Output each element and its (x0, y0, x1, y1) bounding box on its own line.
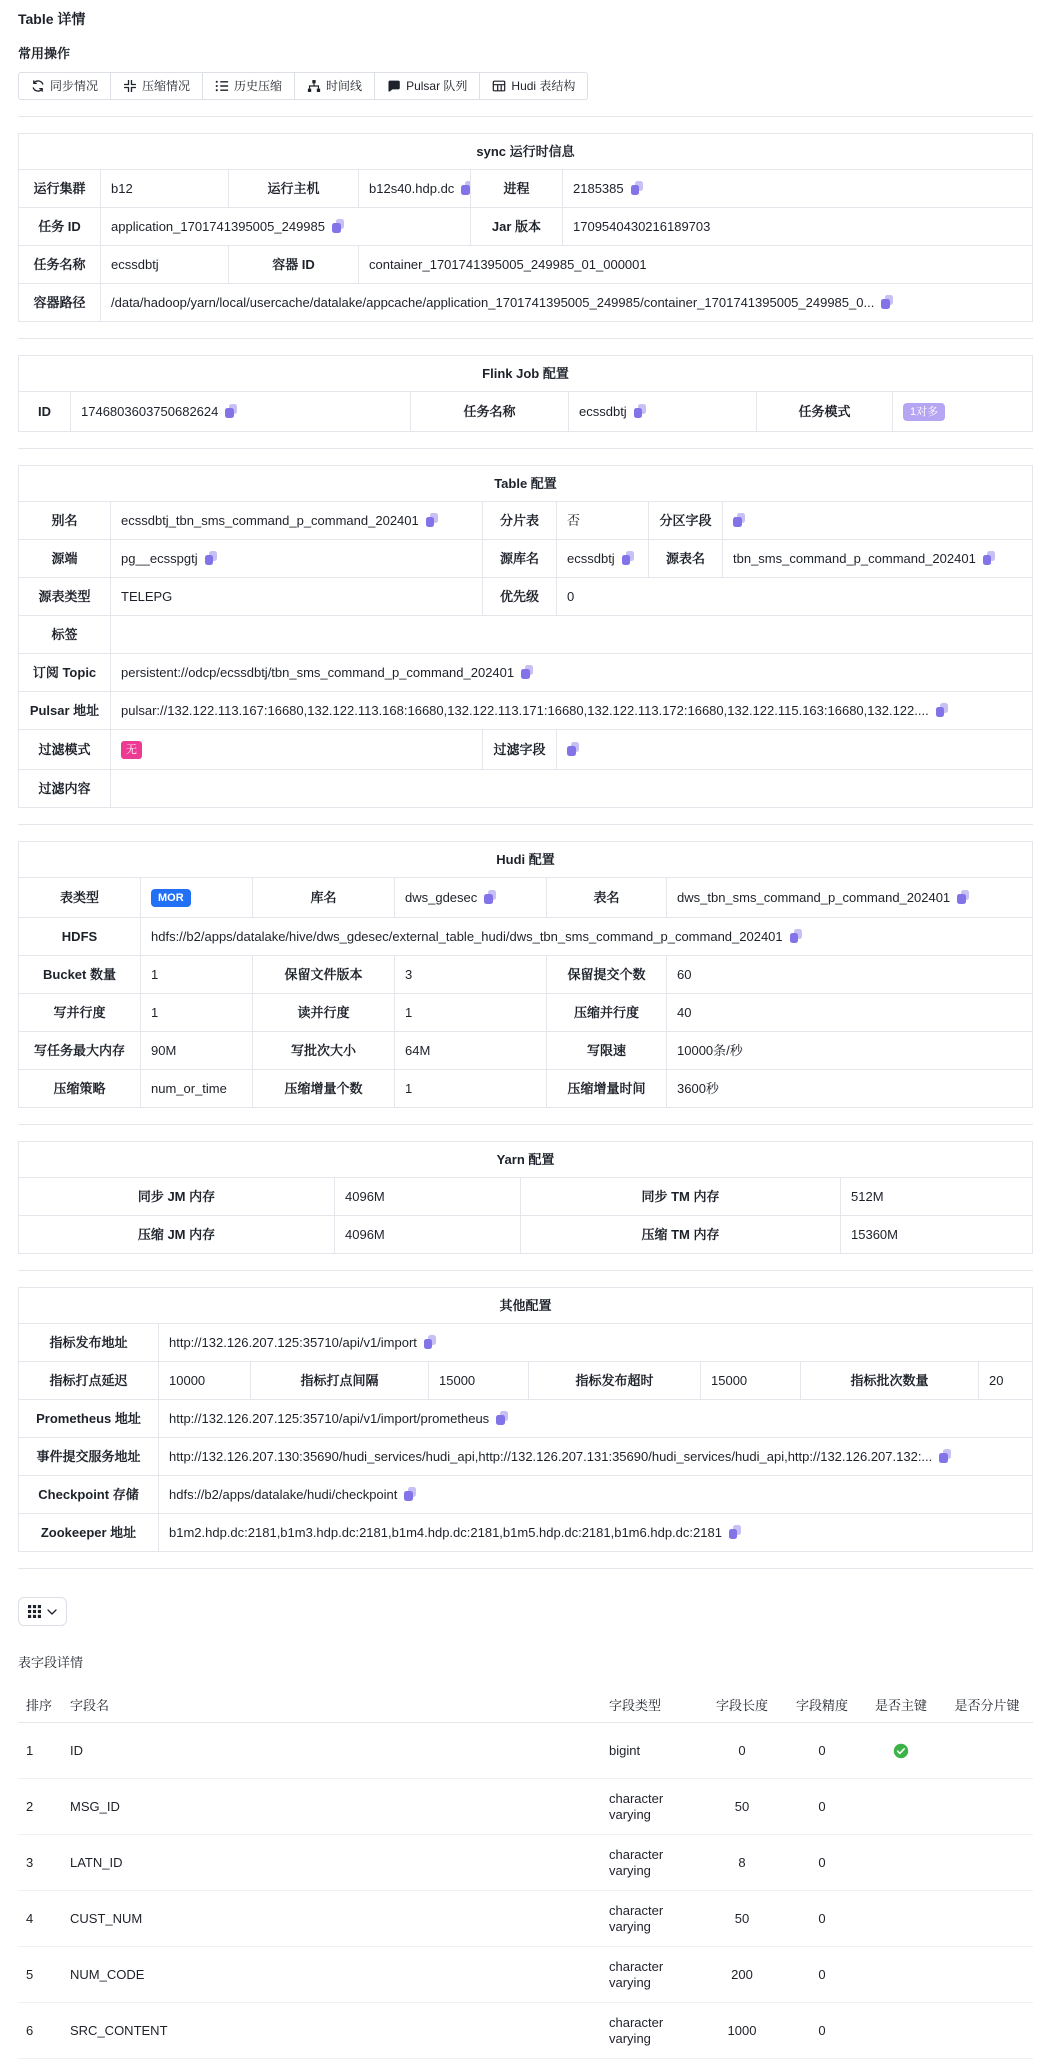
section-title: Table 配置 (19, 466, 1033, 502)
config-label-cell: 过滤模式 (19, 730, 111, 770)
config-label-cell: 读并行度 (253, 994, 395, 1032)
value-text: http://132.126.207.125:35710/api/v1/import (169, 1335, 417, 1350)
value-text: /data/hadoop/yarn/local/usercache/datalake/appcache/application_1701741395005_249985/container_1701741395005_249985_0... (111, 295, 875, 310)
column-header: 排序 (18, 1687, 62, 1723)
value-text: tbn_sms_command_p_command_202401 (733, 551, 976, 566)
config-label-cell: 指标打点间隔 (251, 1362, 429, 1400)
copy-icon[interactable] (461, 181, 470, 195)
hudi-config-table (18, 841, 1033, 1108)
hudi-table-structure-button[interactable] (479, 72, 588, 100)
copy-icon[interactable] (983, 551, 996, 565)
common-ops-button-group (18, 72, 588, 100)
value-text: 3 (405, 967, 413, 982)
config-label-cell: 源端 (19, 540, 111, 578)
config-value-cell (159, 1514, 1033, 1552)
field-order: 6 (18, 2003, 62, 2059)
value-text: 1709540430216189703 (573, 219, 711, 234)
sync-status-button[interactable] (18, 72, 111, 100)
config-label-cell: 事件提交服务地址 (19, 1438, 159, 1476)
field-details-table (18, 1687, 1033, 2059)
section-title: Yarn 配置 (19, 1142, 1033, 1178)
primary-key-cell (861, 1779, 941, 1835)
config-value-cell (111, 654, 1033, 692)
button-label: 同步情况 (50, 79, 99, 93)
config-value-cell (111, 692, 1033, 730)
timeline-button[interactable] (294, 72, 375, 100)
config-label-cell: 写限速 (547, 1032, 667, 1070)
value-text: 3600秒 (677, 1081, 719, 1096)
field-precision: 0 (783, 1947, 861, 2003)
copy-icon[interactable] (484, 890, 497, 904)
value-text: http://132.126.207.125:35710/api/v1/import/prometheus (169, 1411, 490, 1426)
config-label-cell: 过滤内容 (19, 770, 111, 808)
config-value-cell (71, 392, 411, 432)
config-value-cell (141, 918, 1033, 956)
config-value-cell (101, 170, 229, 208)
field-length: 50 (701, 1891, 783, 1947)
button-label: Hudi 表结构 (511, 79, 576, 93)
compress-status-button[interactable] (110, 72, 203, 100)
primary-key-cell (861, 1891, 941, 1947)
config-value-cell (111, 502, 483, 540)
field-length: 50 (701, 1779, 783, 1835)
column-header: 字段精度 (783, 1687, 861, 1723)
value-text: 1 (151, 967, 159, 982)
sync-icon (31, 79, 45, 93)
table-row (18, 1891, 1033, 1947)
config-label-cell: Bucket 数量 (19, 956, 141, 994)
config-value-cell (667, 878, 1033, 918)
config-label-cell: 订阅 Topic (19, 654, 111, 692)
field-type: character varying (601, 1835, 701, 1891)
value-text: b12s40.hdp.dc (369, 181, 455, 196)
section-divider (18, 1124, 1033, 1125)
value-text: 10000 (169, 1373, 206, 1388)
config-label-cell: 保留提交个数 (547, 956, 667, 994)
field-type: character varying (601, 2003, 701, 2059)
grid-icon (28, 1605, 41, 1618)
value-text: 15360M (851, 1227, 898, 1242)
config-label-cell: 指标批次数量 (801, 1362, 979, 1400)
config-label-cell: Zookeeper 地址 (19, 1514, 159, 1552)
config-label-cell: HDFS (19, 918, 141, 956)
field-order: 1 (18, 1723, 62, 1779)
value-text: hdfs://b2/apps/datalake/hive/dws_gdesec/external_table_hudi/dws_tbn_sms_command_p_command_202401 (151, 929, 783, 944)
config-value-cell (841, 1178, 1033, 1216)
value-text: TELEPG (121, 589, 173, 604)
config-value-cell (557, 502, 649, 540)
config-value-cell (159, 1476, 1033, 1514)
config-label-cell: 表类型 (19, 878, 141, 918)
field-type: character varying (601, 1779, 701, 1835)
shard-key-cell (941, 1723, 1033, 1779)
value-text: ecssdbtj (579, 404, 627, 419)
button-label: 压缩情况 (142, 79, 191, 93)
copy-icon[interactable] (424, 1335, 437, 1349)
config-label-cell: 写批次大小 (253, 1032, 395, 1070)
field-name: MSG_ID (62, 1779, 601, 1835)
config-value-cell (893, 392, 1033, 432)
copy-icon[interactable] (631, 181, 644, 195)
config-value-cell (563, 208, 1033, 246)
copy-icon[interactable] (957, 890, 970, 904)
config-label-cell: 库名 (253, 878, 395, 918)
primary-key-cell (861, 1723, 941, 1779)
table-row (18, 1947, 1033, 2003)
value-text: dws_gdesec (405, 890, 478, 905)
shard-key-cell (941, 1891, 1033, 1947)
config-value-cell (701, 1362, 801, 1400)
config-value-cell (569, 392, 757, 432)
config-value-cell (159, 1438, 1033, 1476)
config-value-cell (395, 1032, 547, 1070)
copy-icon[interactable] (205, 551, 218, 565)
config-value-cell (359, 170, 471, 208)
copy-icon[interactable] (733, 513, 746, 527)
config-value-cell (111, 730, 483, 770)
task-mode-badge: 1对多 (903, 403, 945, 421)
value-text: 1 (405, 1081, 413, 1096)
config-label-cell: Jar 版本 (471, 208, 563, 246)
config-value-cell (101, 246, 229, 284)
config-value-cell (979, 1362, 1033, 1400)
config-value-cell (141, 878, 253, 918)
message-icon (387, 79, 401, 93)
value-text: 0 (567, 589, 575, 604)
section-divider (18, 116, 1033, 117)
field-name: CUST_NUM (62, 1891, 601, 1947)
field-precision: 0 (783, 1779, 861, 1835)
yarn-config-table (18, 1141, 1033, 1254)
field-order: 5 (18, 1947, 62, 2003)
section-title: 其他配置 (19, 1288, 1033, 1324)
config-value-cell (667, 956, 1033, 994)
config-value-cell (111, 578, 483, 616)
field-precision: 0 (783, 2003, 861, 2059)
button-label: Pulsar 队列 (406, 79, 468, 93)
copy-icon[interactable] (790, 929, 803, 943)
config-label-cell: 容器 ID (229, 246, 359, 284)
value-text: 4096M (345, 1189, 385, 1204)
table-row (18, 1835, 1033, 1891)
config-label-cell: 压缩 JM 内存 (19, 1216, 335, 1254)
config-label-cell: 压缩并行度 (547, 994, 667, 1032)
config-label-cell: 压缩策略 (19, 1070, 141, 1108)
filter-mode-badge: 无 (121, 741, 142, 759)
primary-key-cell (861, 1947, 941, 2003)
value-text: 2185385 (573, 181, 624, 196)
config-label-cell: 压缩增量个数 (253, 1070, 395, 1108)
table-header-row (18, 1687, 1033, 1723)
config-value-cell (101, 284, 1033, 322)
config-value-cell (395, 956, 547, 994)
section-title: Hudi 配置 (19, 842, 1033, 878)
config-label-cell: 分区字段 (649, 502, 723, 540)
config-value-cell (335, 1216, 521, 1254)
copy-icon[interactable] (567, 742, 580, 756)
config-value-cell (335, 1178, 521, 1216)
config-value-cell (141, 1070, 253, 1108)
config-value-cell (111, 770, 1033, 808)
compress-icon (123, 79, 137, 93)
table-row (18, 2003, 1033, 2059)
sync-runtime-table (18, 133, 1033, 322)
config-label-cell: 过滤字段 (483, 730, 557, 770)
config-value-cell (159, 1400, 1033, 1438)
value-text: 否 (567, 513, 581, 528)
config-label-cell: 源库名 (483, 540, 557, 578)
value-text: pulsar://132.122.113.167:16680,132.122.113.168:16680,132.122.113.171:16680,132.122.113.172:16680,132.122.115.163:16680,132.122.... (121, 703, 929, 718)
field-order: 4 (18, 1891, 62, 1947)
config-value-cell (141, 1032, 253, 1070)
config-value-cell (667, 1070, 1033, 1108)
field-precision: 0 (783, 1891, 861, 1947)
value-text: ecssdbtj_tbn_sms_command_p_command_202401 (121, 513, 419, 528)
config-value-cell (111, 616, 1033, 654)
value-text: 1746803603750682624 (81, 404, 219, 419)
value-text: 20 (989, 1373, 1004, 1388)
config-label-cell: 任务名称 (411, 392, 569, 432)
table-row (18, 1723, 1033, 1779)
config-value-cell (667, 1032, 1033, 1070)
config-value-cell (141, 994, 253, 1032)
config-label-cell: Pulsar 地址 (19, 692, 111, 730)
config-value-cell (359, 246, 1033, 284)
table-row (18, 1779, 1033, 1835)
config-value-cell (141, 956, 253, 994)
config-value-cell (723, 502, 1033, 540)
config-label-cell: 别名 (19, 502, 111, 540)
value-text: 64M (405, 1043, 431, 1058)
column-header: 是否主键 (861, 1687, 941, 1723)
section-divider (18, 1568, 1033, 1569)
field-name: LATN_ID (62, 1835, 601, 1891)
config-value-cell (101, 208, 471, 246)
copy-icon[interactable] (634, 404, 647, 418)
primary-key-cell (861, 2003, 941, 2059)
value-text: 60 (677, 967, 692, 982)
copy-icon[interactable] (332, 219, 345, 233)
copy-icon[interactable] (496, 1411, 509, 1425)
config-value-cell (667, 994, 1033, 1032)
primary-key-cell (861, 1835, 941, 1891)
config-label-cell: 运行集群 (19, 170, 101, 208)
config-label-cell: 分片表 (483, 502, 557, 540)
column-settings-button[interactable] (18, 1597, 67, 1626)
copy-icon[interactable] (622, 551, 635, 565)
field-type: bigint (601, 1723, 701, 1779)
value-text: b12 (111, 181, 133, 196)
config-label-cell: 源表类型 (19, 578, 111, 616)
check-circle-icon (893, 1743, 909, 1759)
field-details-heading: 表字段详情 (18, 1655, 84, 1670)
config-label-cell: 保留文件版本 (253, 956, 395, 994)
history-compaction-button[interactable] (202, 72, 295, 100)
config-label-cell: 指标打点延迟 (19, 1362, 159, 1400)
section-divider (18, 448, 1033, 449)
column-header: 字段名 (62, 1687, 601, 1723)
config-value-cell (841, 1216, 1033, 1254)
config-label-cell: 指标发布地址 (19, 1324, 159, 1362)
config-label-cell: 任务模式 (757, 392, 893, 432)
config-label-cell: 表名 (547, 878, 667, 918)
config-label-cell: 容器路径 (19, 284, 101, 322)
section-title: sync 运行时信息 (19, 134, 1033, 170)
config-label-cell: Prometheus 地址 (19, 1400, 159, 1438)
column-header: 字段长度 (701, 1687, 783, 1723)
field-type: character varying (601, 1947, 701, 2003)
common-ops-heading: 常用操作 (18, 46, 71, 61)
field-precision: 0 (783, 1835, 861, 1891)
config-value-cell (723, 540, 1033, 578)
table-config-table (18, 465, 1033, 808)
config-value-cell (159, 1362, 251, 1400)
copy-icon[interactable] (404, 1487, 417, 1501)
button-label: 时间线 (326, 79, 363, 93)
field-length: 200 (701, 1947, 783, 2003)
config-label-cell: 压缩增量时间 (547, 1070, 667, 1108)
copy-icon[interactable] (729, 1525, 742, 1539)
config-label-cell: 进程 (471, 170, 563, 208)
config-label-cell: 优先级 (483, 578, 557, 616)
value-text: http://132.126.207.130:35690/hudi_services/hudi_api,http://132.126.207.131:35690/hudi_services/hudi_api,http://132.126.207.132:... (169, 1449, 933, 1464)
value-text: 10000条/秒 (677, 1043, 743, 1058)
field-order: 2 (18, 1779, 62, 1835)
button-label: 历史压缩 (234, 79, 283, 93)
value-text: 512M (851, 1189, 884, 1204)
copy-icon[interactable] (881, 295, 894, 309)
value-text: 1 (151, 1005, 159, 1020)
value-text: ecssdbtj (111, 257, 159, 272)
value-text: 40 (677, 1005, 692, 1020)
config-label-cell: 标签 (19, 616, 111, 654)
value-text: b1m2.hdp.dc:2181,b1m3.hdp.dc:2181,b1m4.hdp.dc:2181,b1m5.hdp.dc:2181,b1m6.hdp.dc:2181 (169, 1525, 722, 1540)
value-text: 15000 (439, 1373, 476, 1388)
copy-icon[interactable] (521, 665, 534, 679)
config-value-cell (557, 578, 1033, 616)
config-label-cell: 源表名 (649, 540, 723, 578)
copy-icon[interactable] (426, 513, 439, 527)
section-divider (18, 824, 1033, 825)
table-type-badge: MOR (151, 889, 191, 907)
section-divider (18, 338, 1033, 339)
field-name: NUM_CODE (62, 1947, 601, 2003)
config-label-cell: 同步 TM 内存 (521, 1178, 841, 1216)
field-length: 1000 (701, 2003, 783, 2059)
chevron-down-icon (47, 1609, 57, 1615)
config-label-cell: 压缩 TM 内存 (521, 1216, 841, 1254)
page-title: Table 详情 (18, 11, 86, 27)
config-label-cell: 任务 ID (19, 208, 101, 246)
field-type: character varying (601, 1891, 701, 1947)
config-label-cell: 写并行度 (19, 994, 141, 1032)
column-header: 字段类型 (601, 1687, 701, 1723)
value-text: 4096M (345, 1227, 385, 1242)
config-label-cell: 任务名称 (19, 246, 101, 284)
config-value-cell (557, 730, 1033, 770)
shard-key-cell (941, 1835, 1033, 1891)
config-label-cell: ID (19, 392, 71, 432)
value-text: 90M (151, 1043, 177, 1058)
value-text: pg__ecsspgtj (121, 551, 198, 566)
copy-icon[interactable] (936, 703, 949, 717)
value-text: application_1701741395005_249985 (111, 219, 325, 234)
pulsar-queue-button[interactable] (374, 72, 480, 100)
field-name: ID (62, 1723, 601, 1779)
timeline-icon (307, 79, 321, 93)
value-text: num_or_time (151, 1081, 227, 1096)
config-value-cell (111, 540, 483, 578)
shard-key-cell (941, 1947, 1033, 2003)
value-text: 1 (405, 1005, 413, 1020)
copy-icon[interactable] (939, 1449, 952, 1463)
field-length: 8 (701, 1835, 783, 1891)
config-value-cell (395, 878, 547, 918)
config-label-cell: Checkpoint 存储 (19, 1476, 159, 1514)
table-icon (492, 79, 506, 93)
config-label-cell: 写任务最大内存 (19, 1032, 141, 1070)
value-text: ecssdbtj (567, 551, 615, 566)
config-label-cell: 运行主机 (229, 170, 359, 208)
shard-key-cell (941, 2003, 1033, 2059)
config-value-cell (395, 1070, 547, 1108)
shard-key-cell (941, 1779, 1033, 1835)
flink-job-table (18, 355, 1033, 432)
config-label-cell: 同步 JM 内存 (19, 1178, 335, 1216)
field-order: 3 (18, 1835, 62, 1891)
section-divider (18, 1270, 1033, 1271)
other-config-table (18, 1287, 1033, 1552)
config-value-cell (395, 994, 547, 1032)
field-length: 0 (701, 1723, 783, 1779)
section-title: Flink Job 配置 (19, 356, 1033, 392)
value-text: dws_tbn_sms_command_p_command_202401 (677, 890, 951, 905)
field-precision: 0 (783, 1723, 861, 1779)
config-value-cell (159, 1324, 1033, 1362)
history-list-icon (215, 79, 229, 93)
value-text: 15000 (711, 1373, 748, 1388)
config-value-cell (563, 170, 1033, 208)
config-value-cell (557, 540, 649, 578)
config-label-cell: 指标发布超时 (529, 1362, 701, 1400)
config-value-cell (429, 1362, 529, 1400)
copy-icon[interactable] (225, 404, 238, 418)
value-text: persistent://odcp/ecssdbtj/tbn_sms_command_p_command_202401 (121, 665, 515, 680)
value-text: hdfs://b2/apps/datalake/hudi/checkpoint (169, 1487, 398, 1502)
column-header: 是否分片键 (941, 1687, 1033, 1723)
field-name: SRC_CONTENT (62, 2003, 601, 2059)
value-text: container_1701741395005_249985_01_000001 (369, 257, 647, 272)
